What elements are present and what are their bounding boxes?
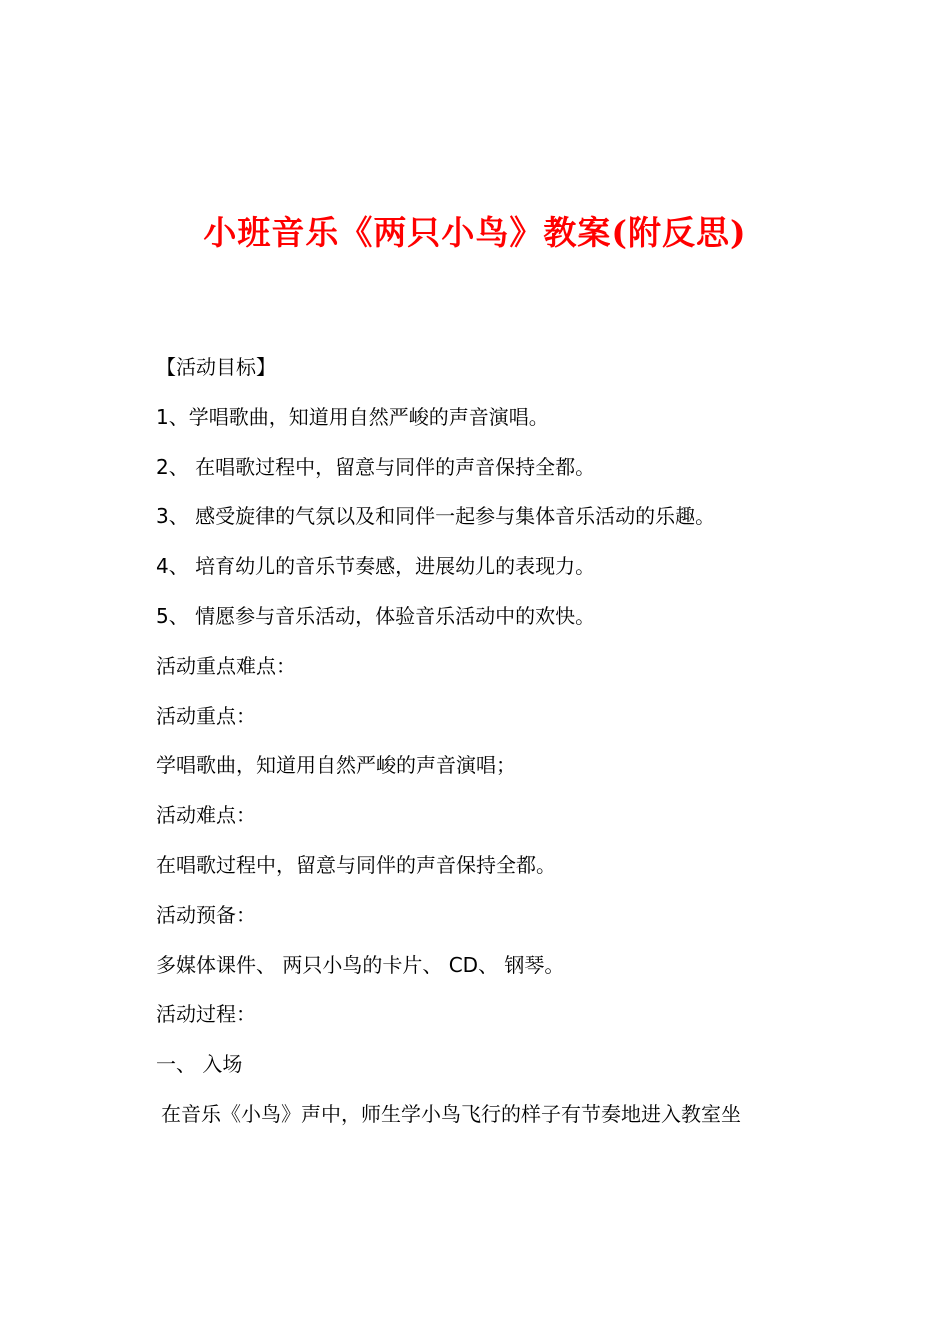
difficult-points-text: 在唱歌过程中，留意与同伴的声音保持全都。 xyxy=(156,852,556,877)
goal-item-4: 4、 培育幼儿的音乐节奏感，进展幼儿的表现力。 xyxy=(156,554,596,579)
goal-item-3: 3、 感受旋律的气氛以及和同伴一起参与集体音乐活动的乐趣。 xyxy=(156,504,716,529)
section-heading-key-difficult-points: 活动重点难点： xyxy=(156,653,296,678)
goal-item-2: 2、 在唱歌过程中，留意与同伴的声音保持全都。 xyxy=(156,454,596,479)
process-step-1-heading: 一、 入场 xyxy=(156,1052,243,1077)
preparation-text: 多媒体课件、 两只小鸟的卡片、 CD、 钢琴。 xyxy=(156,952,565,977)
goal-item-5: 5、 情愿参与音乐活动，体验音乐活动中的欢快。 xyxy=(156,603,596,628)
goal-item-1: 1、学唱歌曲，知道用自然严峻的声音演唱。 xyxy=(156,404,549,429)
section-heading-activity-goals: 【活动目标】 xyxy=(156,355,276,379)
document-title: 小班音乐《两只小鸟》教案(附反思) xyxy=(203,213,747,252)
section-heading-process: 活动过程： xyxy=(156,1002,256,1027)
document-body xyxy=(156,343,856,1140)
subheading-key-points: 活动重点： xyxy=(156,703,256,728)
key-points-text: 学唱歌曲，知道用自然严峻的声音演唱； xyxy=(156,753,516,778)
section-heading-preparation: 活动预备： xyxy=(156,902,256,927)
subheading-difficult-points: 活动难点： xyxy=(156,803,256,828)
process-step-1-text: 在音乐《小鸟》声中，师生学小鸟飞行的样子有节奏地进入教室坐 xyxy=(161,1101,741,1126)
